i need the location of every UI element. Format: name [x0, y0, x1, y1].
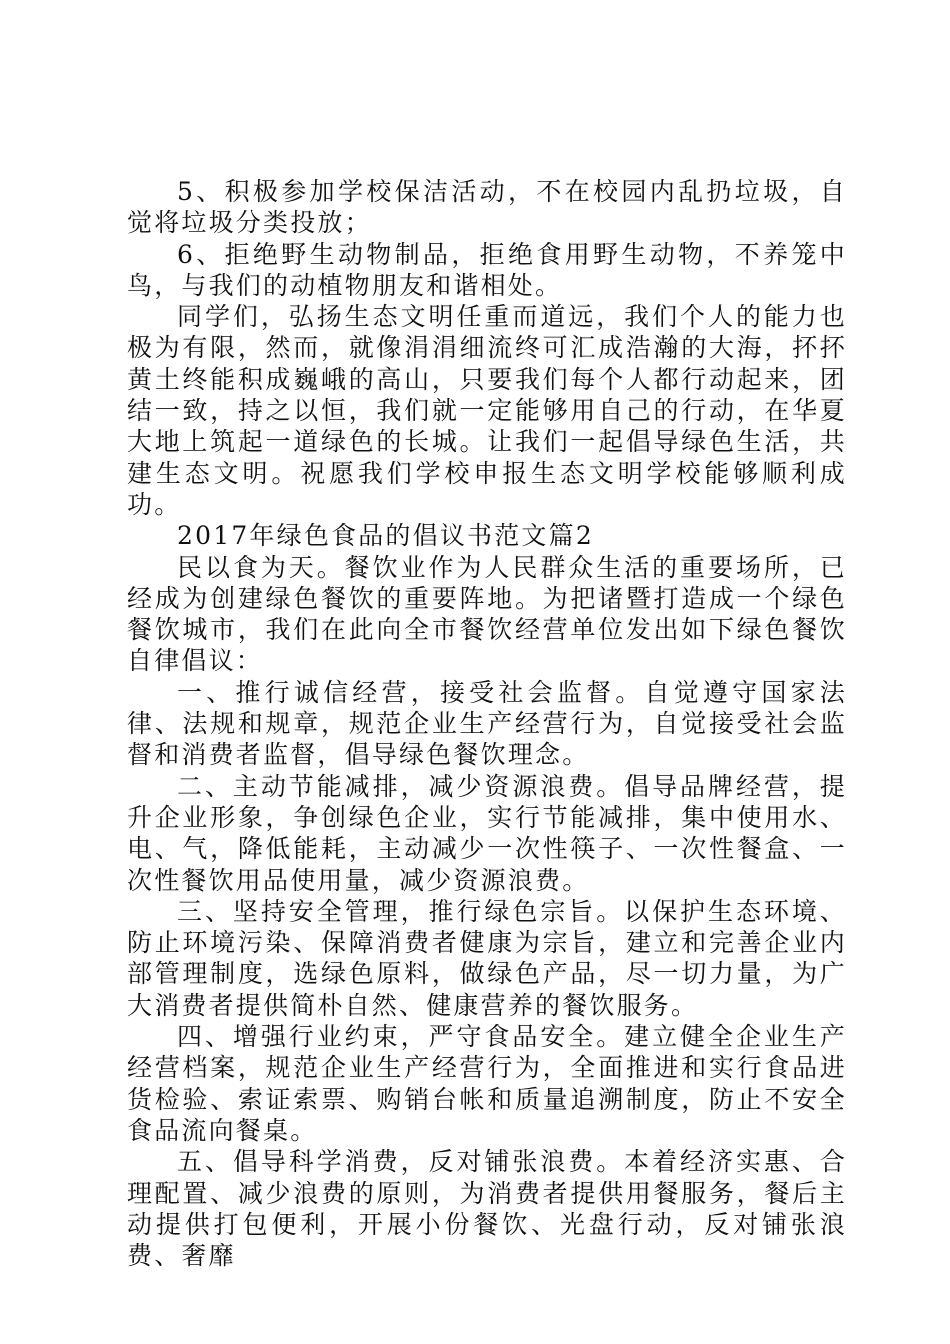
- paragraph-point-2: 二、主动节能减排，减少资源浪费。倡导品牌经营，提升企业形象，争创绿色企业，实行节能减排，集中使用水、电、气，降低能耗，主动减少一次性筷子、一次性餐盒、一次性餐饮用品使用量，减少资源浪费。: [127, 771, 847, 895]
- document-body: [127, 176, 847, 1271]
- section-heading: 2017年绿色食品的倡议书范文篇2: [177, 521, 594, 551]
- paragraph-item-6: 6、拒绝野生动物制品，拒绝食用野生动物，不养笼中鸟，与我们的动植物朋友和谐相处。: [127, 239, 847, 300]
- paragraph-point-1: 一、推行诚信经营，接受社会监督。自觉遵守国家法律、法规和规章，规范企业生产经营行为，自觉接受社会监督和消费者监督，倡导绿色餐饮理念。: [127, 677, 847, 770]
- paragraph-closing-appeal: 同学们，弘扬生态文明任重而道远，我们个人的能力也极为有限，然而，就像涓涓细流终可汇成浩瀚的大海，抔抔黄土终能积成巍峨的高山，只要我们每个人都行动起来，团结一致，持之以恒，我们就一定能够用自己的行动，在华夏大地上筑起一道绿色的长城。让我们一起倡导绿色生活，共建生态文明。祝愿我们学校申报生态文明学校能够顺利成功。: [127, 302, 847, 519]
- paragraph-point-3: 三、坚持安全管理，推行绿色宗旨。以保护生态环境、防止环境污染、保障消费者健康为宗旨，建立和完善企业内部管理制度，选绿色原料，做绿色产品，尽一切力量，为广大消费者提供简朴自然、健康营养的餐饮服务。: [127, 896, 847, 1020]
- paragraph-point-4: 四、增强行业约束，严守食品安全。建立健全企业生产经营档案，规范企业生产经营行为，全面推进和实行食品进货检验、索证索票、购销台帐和质量追溯制度，防止不安全食品流向餐桌。: [127, 1022, 847, 1145]
- paragraph-intro: 民以食为天。餐饮业作为人民群众生活的重要场所，已经成为创建绿色餐饮的重要阵地。为把诸暨打造成一个绿色餐饮城市，我们在此向全市餐饮经营单位发出如下绿色餐饮自律倡议：: [127, 552, 847, 676]
- paragraph-item-5: 5、积极参加学校保洁活动，不在校园内乱扔垃圾，自觉将垃圾分类投放；: [127, 177, 847, 238]
- paragraph-point-5: 五、倡导科学消费，反对铺张浪费。本着经济实惠、合理配置、减少浪费的原则，为消费者提供用餐服务，餐后主动提供打包便利，开展小份餐饮、光盘行动，反对铺张浪费、奢靡: [127, 1147, 847, 1271]
